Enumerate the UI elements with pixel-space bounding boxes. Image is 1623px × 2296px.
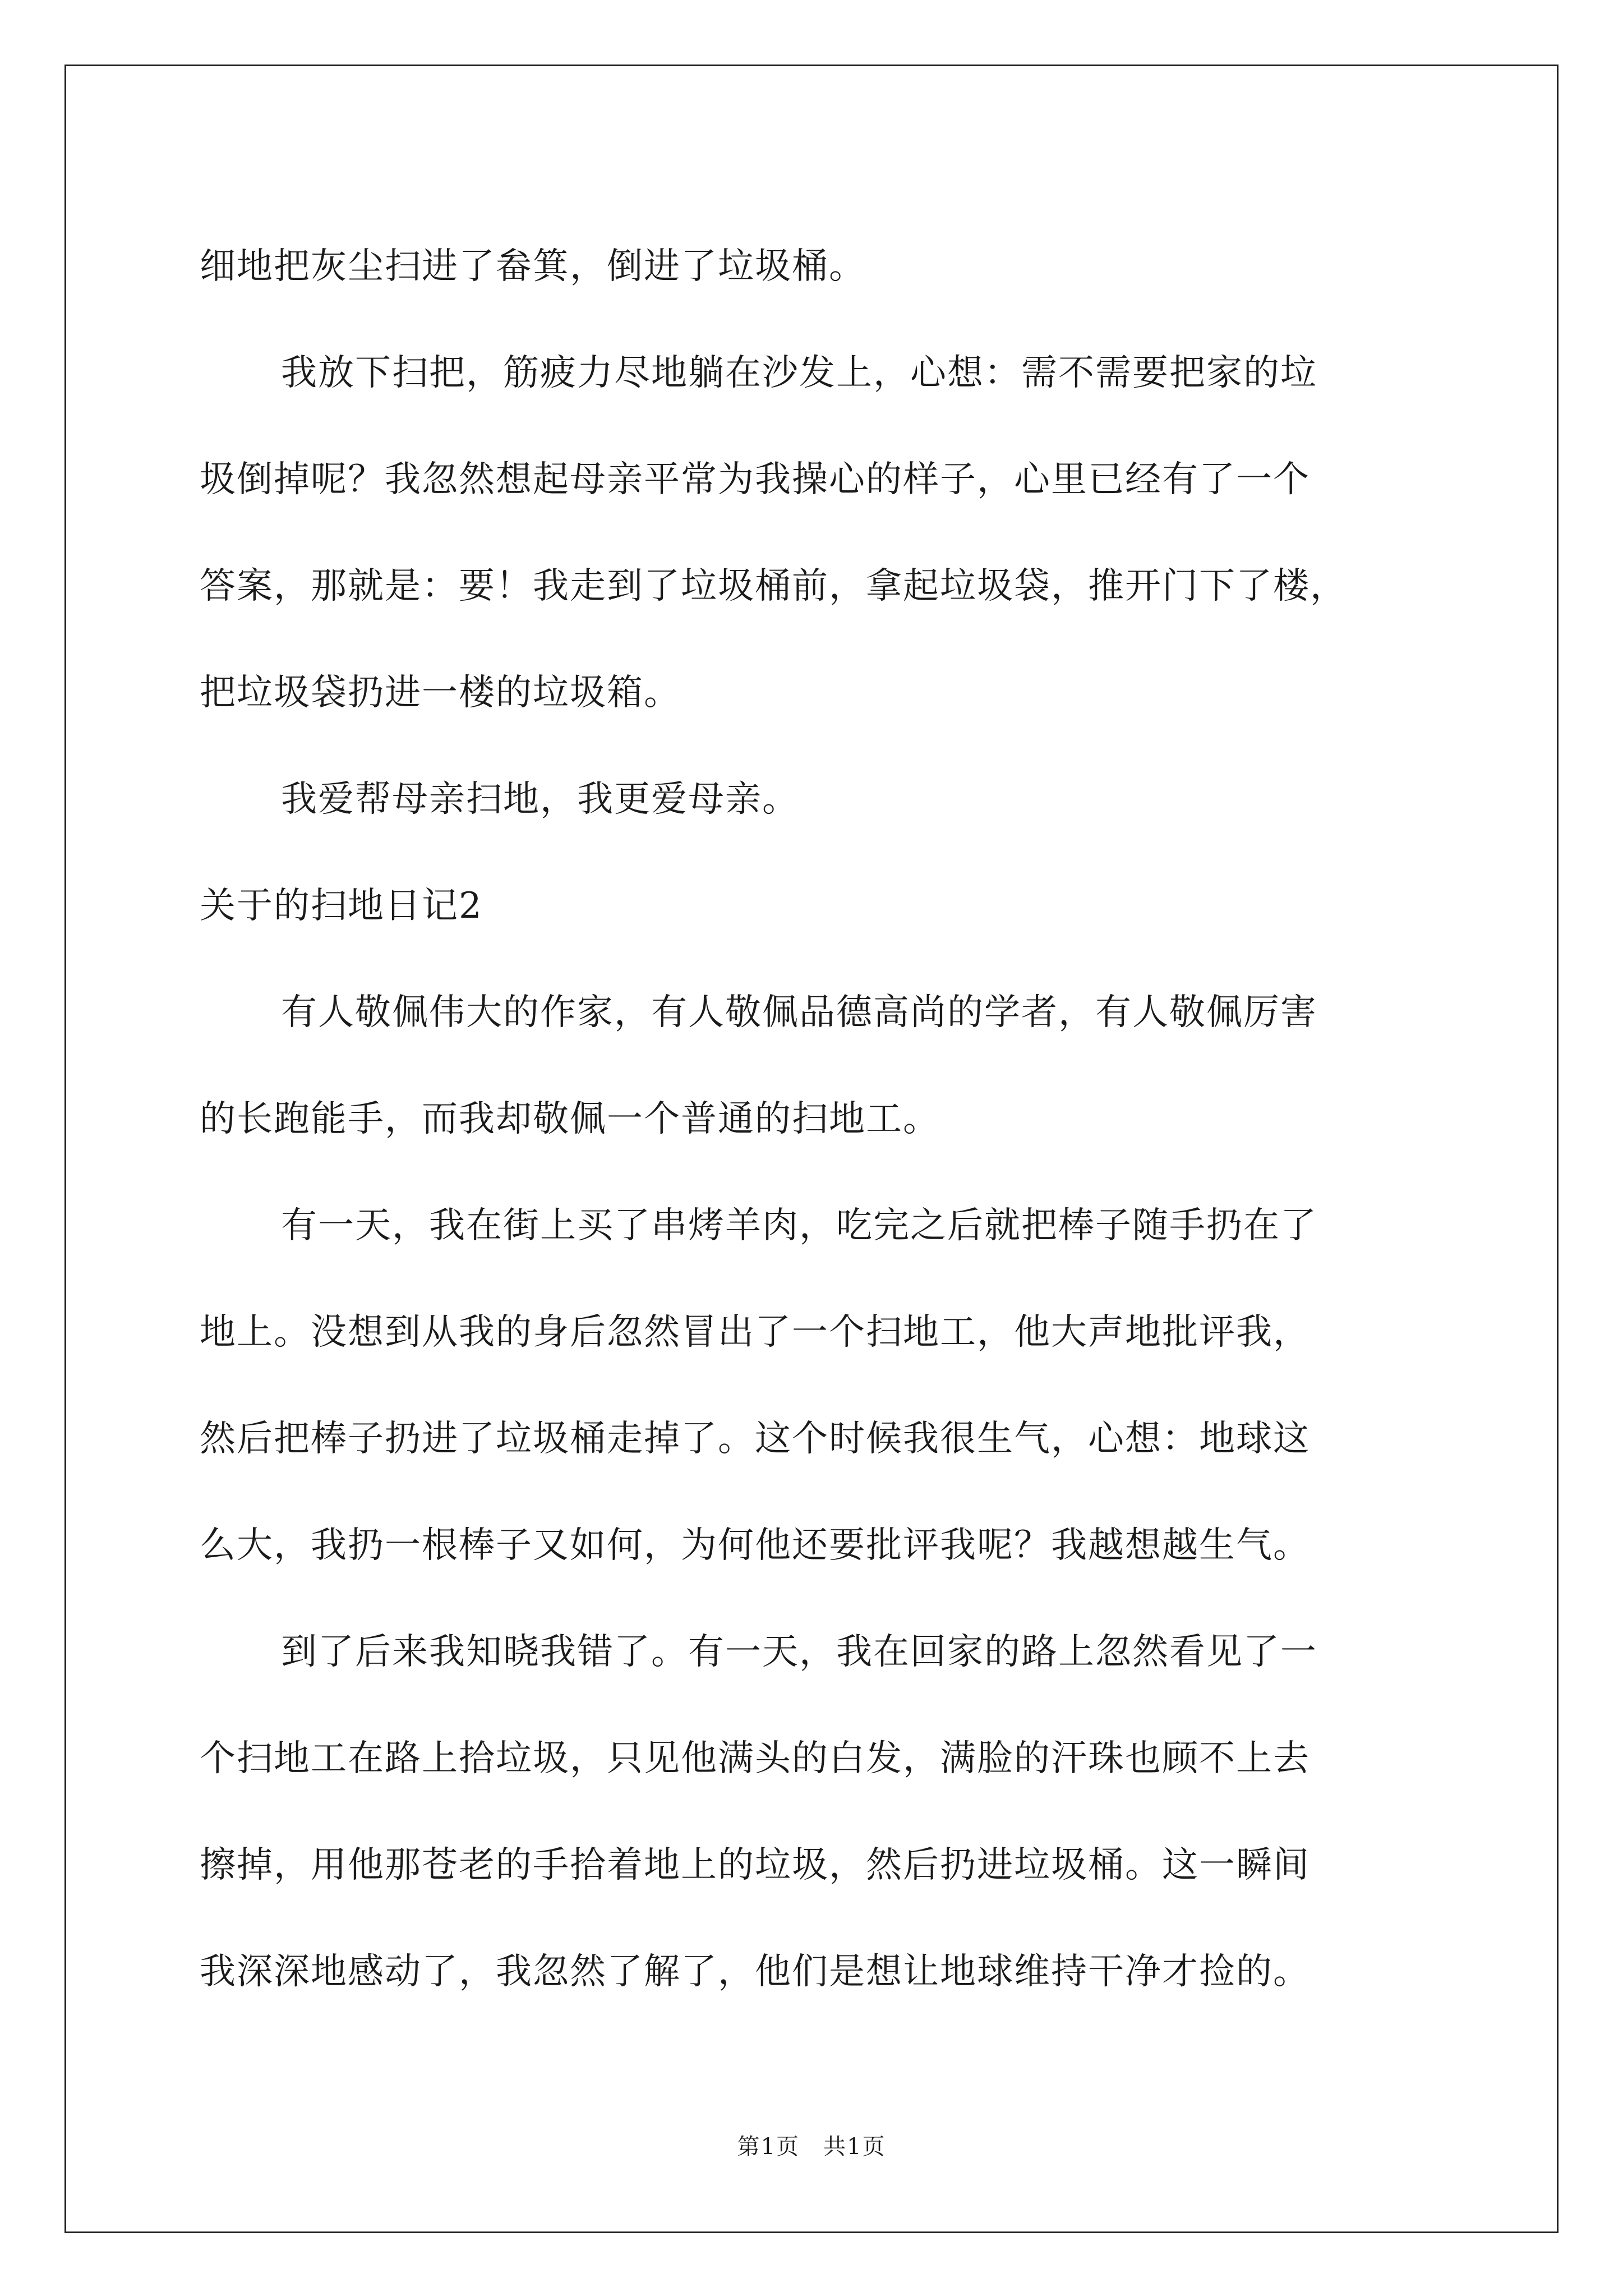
text-line-8: 有人敬佩伟大的作家，有人敬佩品德高尚的学者，有人敬佩厉害	[281, 992, 1317, 1033]
text-line-11: 地上。没想到从我的身后忽然冒出了一个扫地工，他大声地批评我，	[200, 1312, 1310, 1353]
text-line-3: 圾倒掉呢？我忽然想起母亲平常为我操心的样子，心里已经有了一个	[200, 459, 1310, 500]
document-body	[200, 213, 1461, 2025]
page-number: 第1页 共1页	[737, 2134, 886, 2160]
text-line-1: 细地把灰尘扫进了畚箕，倒进了垃圾桶。	[200, 246, 866, 287]
text-line-13: 么大，我扔一根棒子又如何，为何他还要批评我呢？我越想越生气。	[200, 1525, 1310, 1566]
section-heading: 关于的扫地日记2	[200, 885, 483, 927]
text-line-14: 到了后来我知晓我错了。有一天，我在回家的路上忽然看见了一	[281, 1631, 1317, 1673]
text-line-9: 的长跑能手，而我却敬佩一个普通的扫地工。	[200, 1098, 940, 1140]
text-line-12: 然后把棒子扔进了垃圾桶走掉了。这个时候我很生气，心想：地球这	[200, 1418, 1310, 1460]
text-line-15: 个扫地工在路上拾垃圾，只见他满头的白发，满脸的汗珠也顾不上去	[200, 1738, 1310, 1779]
text-line-17: 我深深地感动了，我忽然了解了，他们是想让地球维持干净才捡的。	[200, 1951, 1310, 1993]
text-line-16: 擦掉，用他那苍老的手拾着地上的垃圾，然后扔进垃圾桶。这一瞬间	[200, 1844, 1310, 1886]
text-line-10: 有一天，我在街上买了串烤羊肉，吃完之后就把棒子随手扔在了	[281, 1205, 1317, 1246]
text-line-5: 把垃圾袋扔进一楼的垃圾箱。	[200, 672, 681, 714]
text-line-6: 我爱帮母亲扫地，我更爱母亲。	[281, 779, 799, 820]
text-line-2: 我放下扫把，筋疲力尽地躺在沙发上，心想：需不需要把家的垃	[281, 352, 1317, 394]
text-line-4: 答案，那就是：要！我走到了垃圾桶前，拿起垃圾袋，推开门下了楼，	[200, 565, 1347, 607]
